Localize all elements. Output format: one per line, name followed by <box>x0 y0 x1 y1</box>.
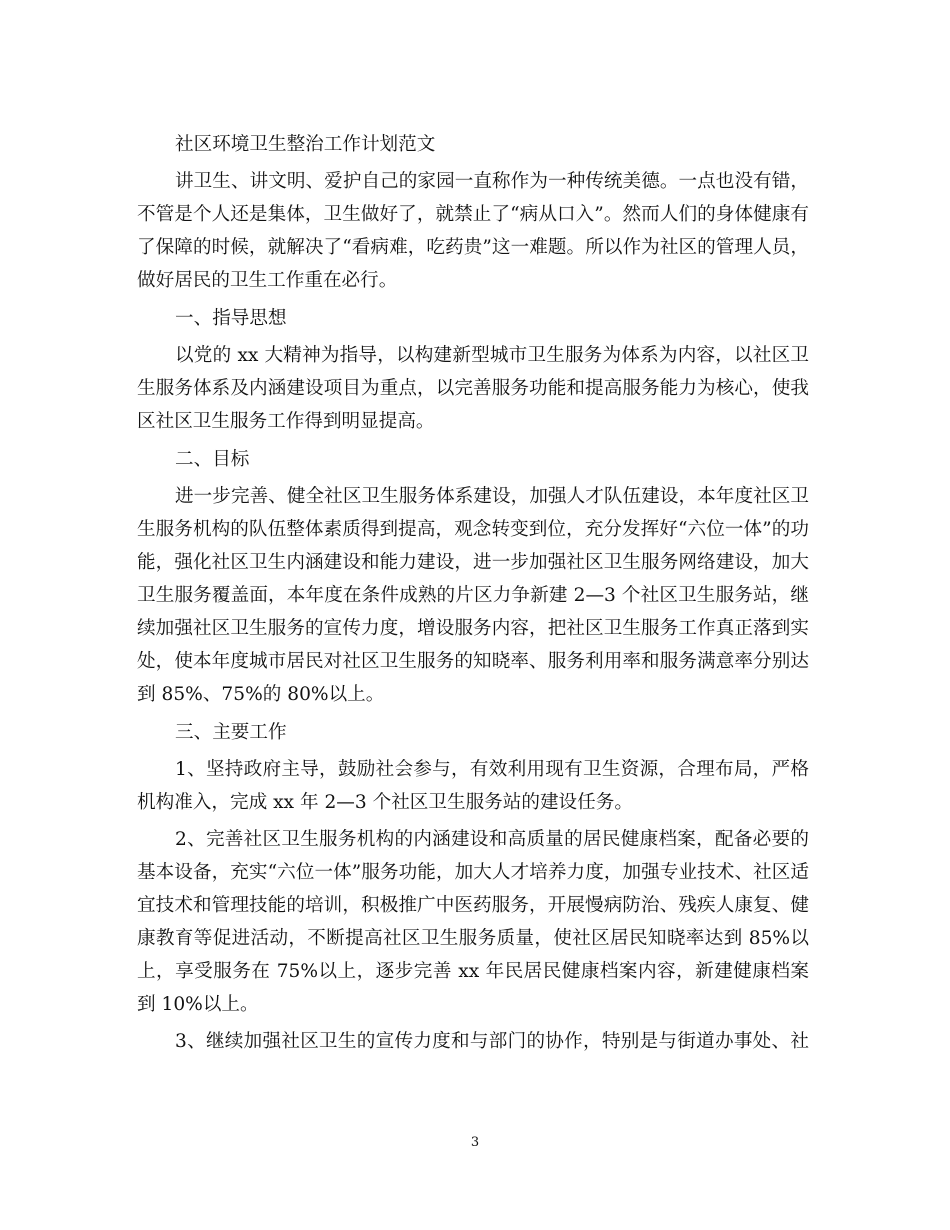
paragraph-line: 1、坚持政府主导，鼓励社会参与，有效利用现有卫生资源，合理布局，严格 <box>175 759 809 780</box>
paragraph-line: 讲卫生、讲文明、爱护自己的家园一直称作为一种传统美德。一点也没有错， <box>175 171 809 192</box>
paragraph <box>137 823 809 1021</box>
paragraph-line: 宜技术和管理技能的培训，积极推广中医药服务，开展慢病防治、残疾人康复、健 <box>137 895 809 916</box>
paragraph <box>137 165 809 297</box>
page-number: 3 <box>470 1135 480 1150</box>
section-heading: 三、主要工作 <box>175 722 287 743</box>
paragraph-line: 康教育等促进活动，不断提高社区卫生服务质量，使社区居民知晓率达到 85%以 <box>137 928 809 949</box>
paragraph-line: 生服务机构的队伍整体素质得到提高，观念转变到位，充分发挥好“六位一体”的功 <box>137 519 809 540</box>
section-heading: 一、指导思想 <box>175 308 287 329</box>
section-heading: 二、目标 <box>175 449 250 470</box>
paragraph-line: 基本设备，充实“六位一体”服务功能，加大人才培养力度，加强专业技术、社区适 <box>137 862 809 883</box>
paragraph-line: 生服务体系及内涵建设项目为重点，以完善服务功能和提高服务能力为核心，使我 <box>137 378 809 399</box>
paragraph <box>137 753 809 819</box>
paragraph <box>137 339 809 438</box>
paragraph-line: 上，享受服务在 75%以上，逐步完善 xx 年民居民健康档案内容，新建健康档案 <box>137 961 809 982</box>
paragraph-line: 做好居民的卫生工作重在必行。 <box>137 270 398 291</box>
paragraph <box>137 480 809 711</box>
document-body <box>137 128 809 1058</box>
paragraph-line: 以党的 xx 大精神为指导，以构建新型城市卫生服务为体系为内容，以社区卫 <box>175 345 809 366</box>
paragraph-line: 到 85%、75%的 80%以上。 <box>137 684 385 705</box>
paragraph-line: 能，强化社区卫生内涵建设和能力建设，进一步加强社区卫生服务网络建设，加大 <box>137 552 809 573</box>
paragraph-line: 处，使本年度城市居民对社区卫生服务的知晓率、服务利用率和服务满意率分别达 <box>137 651 809 672</box>
paragraph-line: 不管是个人还是集体，卫生做好了，就禁止了“病从口入”。然而人们的身体健康有 <box>137 204 809 225</box>
paragraph-line: 3、继续加强社区卫生的宣传力度和与部门的协作，特别是与街道办事处、社 <box>175 1031 809 1052</box>
paragraph-line: 进一步完善、健全社区卫生服务体系建设，加强人才队伍建设，本年度社区卫 <box>175 486 809 507</box>
paragraph-line: 续加强社区卫生服务的宣传力度，增设服务内容，把社区卫生服务工作真正落到实 <box>137 618 809 639</box>
paragraph-line: 卫生服务覆盖面，本年度在条件成熟的片区力争新建 2—3 个社区卫生服务站，继 <box>137 585 809 606</box>
paragraph-line: 到 10%以上。 <box>137 994 259 1015</box>
paragraph-line: 机构准入，完成 xx 年 2—3 个社区卫生服务站的建设任务。 <box>137 792 633 813</box>
paragraph <box>137 1025 809 1058</box>
document-title: 社区环境卫生整治工作计划范文 <box>175 134 436 155</box>
paragraph-line: 了保障的时候，就解决了“看病难，吃药贵”这一难题。所以作为社区的管理人员， <box>137 237 809 258</box>
paragraph-line: 2、完善社区卫生服务机构的内涵建设和高质量的居民健康档案，配备必要的 <box>175 829 809 850</box>
paragraph-line: 区社区卫生服务工作得到明显提高。 <box>137 411 435 432</box>
